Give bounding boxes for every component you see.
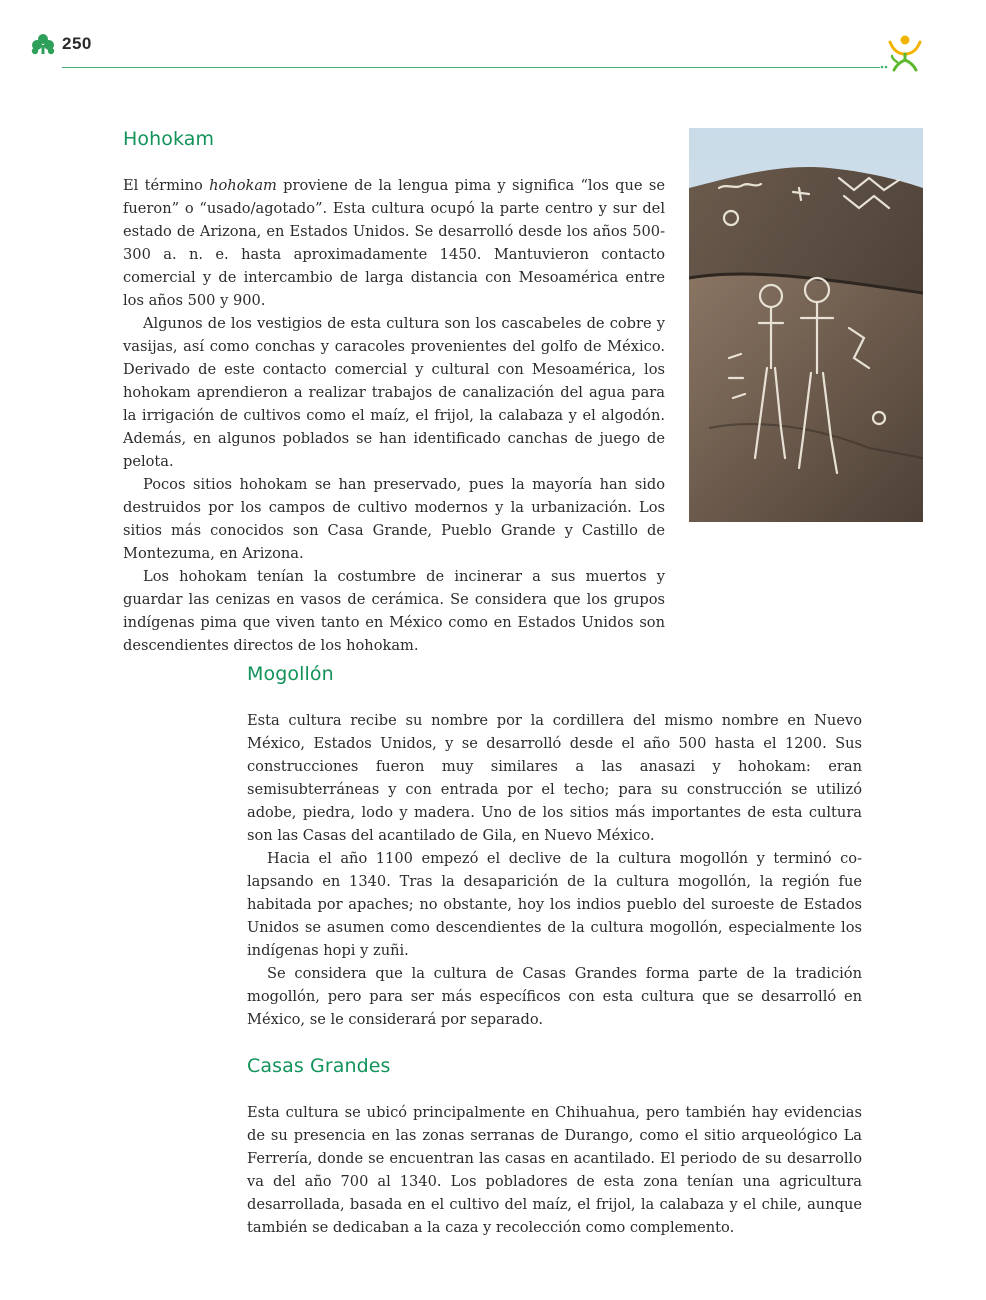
- hohokam-body: [123, 174, 665, 657]
- clover-logo-icon: [30, 33, 56, 55]
- section-title-hohokam: Hohokam: [123, 128, 215, 150]
- casas-grandes-paragraph-1: Esta cultura se ubicó principalmente en Chihuahua, pero también hay evidencias de su presencia en las zonas serranas de Durango, como el sitio arqueológico La Ferrería, donde se encuentran las casas en acantilado. El periodo de su desarrollo va del año 700 al 1340. Los pobladores de esta zona tenían una agricultura desarrollada, basada en el cultivo del maíz, el frijol, la calabaza y el chile, aunque también se dedicaban a la caza y recolección como complemento.: [247, 1104, 862, 1236]
- casas-grandes-body: [247, 1101, 862, 1239]
- petroglyph-photo: [689, 128, 923, 522]
- mogollon-body: [247, 709, 862, 1031]
- figure-emblem-icon: [884, 32, 926, 72]
- header-divider: [62, 67, 880, 68]
- hohokam-paragraph-2: Algunos de los vestigios de esta cultura son los cascabeles de cobre y vasijas, así como conchas y caracoles provenientes del golfo de México. Derivado de este contacto comercial y cultural con Mesoamérica, los hohokam aprendieron a realizar trabajos de canalización del agua para la irrigación de cultivos como el maíz, el frijol, la calabaza y el algodón. Además, en algunos poblados se han identificado canchas de juego de pelota.: [123, 315, 665, 470]
- hohokam-paragraph-1: El término hohokam proviene de la lengua pima y significa “los que se fueron” o “usado/agotado”. Esta cultura ocupó la parte centro y sur del estado de Arizona, en Estados Unidos. Se desarrolló desde los años 500-300 a. n. e. hasta aproximadamente 1450. Mantuvieron contacto comercial y de intercambio de larga distancia con Mesoamérica entre los años 500 y 900.: [123, 177, 665, 309]
- mogollon-paragraph-3: Se considera que la cultura de Casas Grandes forma parte de la tradición mogollón, pero para ser más específicos con esta cultura que se desarrolló en México, se le considerará por separado.: [247, 965, 862, 1028]
- mogollon-paragraph-2: Hacia el año 1100 empezó el declive de la cultura mogollón y terminó colapsando en 1340. Tras la desaparición de la cultura mogollón, la región fue habitada por apaches; no obstante, hoy los indios pueblo del suroeste de Estados Unidos se asumen como descendientes de la cultura mogollón, especialmente los indígenas hopi y zuñi.: [247, 850, 862, 959]
- page-number: 250: [62, 34, 92, 53]
- hohokam-term: hohokam: [209, 177, 277, 194]
- hohokam-paragraph-3: Pocos sitios hohokam se han preservado, pues la mayoría han sido destruidos por los campos de cultivo modernos y la urbanización. Los sitios más conocidos son Casa Grande, Pueblo Grande y Castillo de Montezuma, en Arizona.: [123, 476, 665, 562]
- hohokam-paragraph-4: Los hohokam tenían la costumbre de incinerar a sus muertos y guardar las cenizas en vasos de cerámica. Se considera que los grupos indígenas pima que viven tanto en México como en Estados Unidos son descendientes directos de los hohokam.: [123, 568, 665, 654]
- section-title-mogollon: Mogollón: [247, 663, 334, 685]
- mogollon-paragraph-1: Esta cultura recibe su nombre por la cordillera del mismo nombre en Nuevo México, Estados Unidos, y se desarrolló desde el año 500 hasta el 1200. Sus construcciones fueron muy similares a las anasazi y hohokam: eran semisubterráneas y con entrada por el techo; para su construcción se utilizó adobe, piedra, lodo y madera. Uno de los sitios más importantes de esta cultura son las Casas del acantilado de Gila, en Nuevo México.: [247, 712, 862, 844]
- section-title-casas-grandes: Casas Grandes: [247, 1055, 391, 1077]
